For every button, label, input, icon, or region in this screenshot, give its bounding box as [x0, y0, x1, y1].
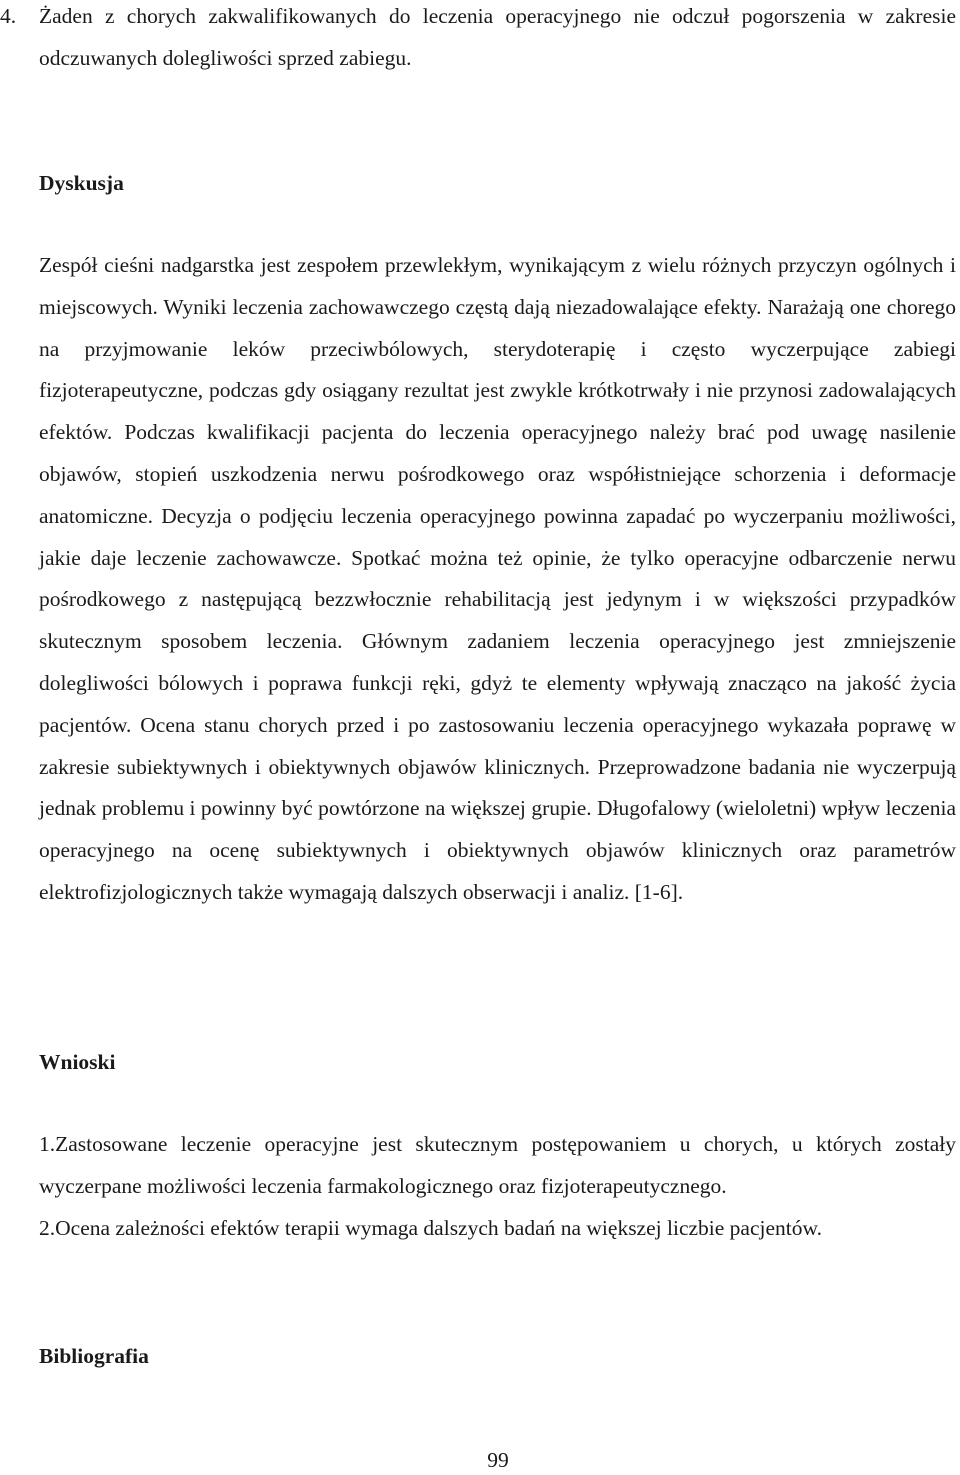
list-item-text: Żaden z chorych zakwalifikowanych do leczenia operacyjnego nie odczuł pogorszenia w zakresie odczuwanych dolegliwości sprzed zabiegu. — [39, 4, 956, 70]
section-heading-discussion: Dyskusja — [39, 171, 124, 195]
page-number: 99 — [487, 1448, 509, 1472]
list-item-number: 4. — [0, 4, 17, 28]
conclusion-item-2: 2.Ocena zależności efektów terapii wymaga dalszych badań na większej liczbie pacjentów. — [39, 1216, 822, 1240]
conclusion-item-1: 1.Zastosowane leczenie operacyjne jest skutecznym postępowaniem u chorych, u których zostały wyczerpane możliwości leczenia farmakologicznego oraz fizjoterapeutycznego. — [39, 1132, 956, 1198]
section-heading-bibliography: Bibliografia — [39, 1344, 149, 1368]
section-heading-conclusions: Wnioski — [39, 1050, 116, 1074]
discussion-paragraph: Zespół cieśni nadgarstka jest zespołem przewlekłym, wynikającym z wielu różnych przyczyn ogólnych i miejscowych. Wyniki leczenia zachowawczego częstą dają niezadowalające efekty. Narażają one chorego na przyjmowanie leków przeciwbólowych, sterydoterapię i często wyczerpujące zabiegi fizjoterapeutyczne, podczas gdy osiągany rezultat jest zwykle krótkotrwały i nie przynosi zadowalających efektów. Podczas kwalifikacji pacjenta do leczenia operacyjnego należy brać pod uwagę nasilenie objawów, stopień uszkodzenia nerwu pośrodkowego oraz współistniejące schorzenia i deformacje anatomiczne. Decyzja o podjęciu leczenia operacyjnego powinna zapadać po wyczerpaniu możliwości, jakie daje leczenie zachowawcze. Spotkać można też opinie, że tylko operacyjne odbarczenie nerwu pośrodkowego z następującą bezzwłocznie rehabilitacją jest jedynym i w większości przypadków skutecznym sposobem leczenia. Głównym zadaniem leczenia operacyjnego jest zmniejszenie dolegliwości bólowych i poprawa funkcji ręki, gdyż te elementy wpływają znacząco na jakość życia pacjentów. Ocena stanu chorych przed i po zastosowaniu leczenia operacyjnego wykazała poprawę w zakresie subiektywnych i obiektywnych objawów klinicznych. Przeprowadzone badania nie wyczerpują jednak problemu i powinny być powtórzone na większej grupie. Długofalowy (wieloletni) wpływ leczenia operacyjnego na ocenę subiektywnych i obiektywnych objawów klinicznych oraz parametrów elektrofizjologicznych także wymagają dalszych obserwacji i analiz. [1-6]. — [39, 253, 956, 904]
